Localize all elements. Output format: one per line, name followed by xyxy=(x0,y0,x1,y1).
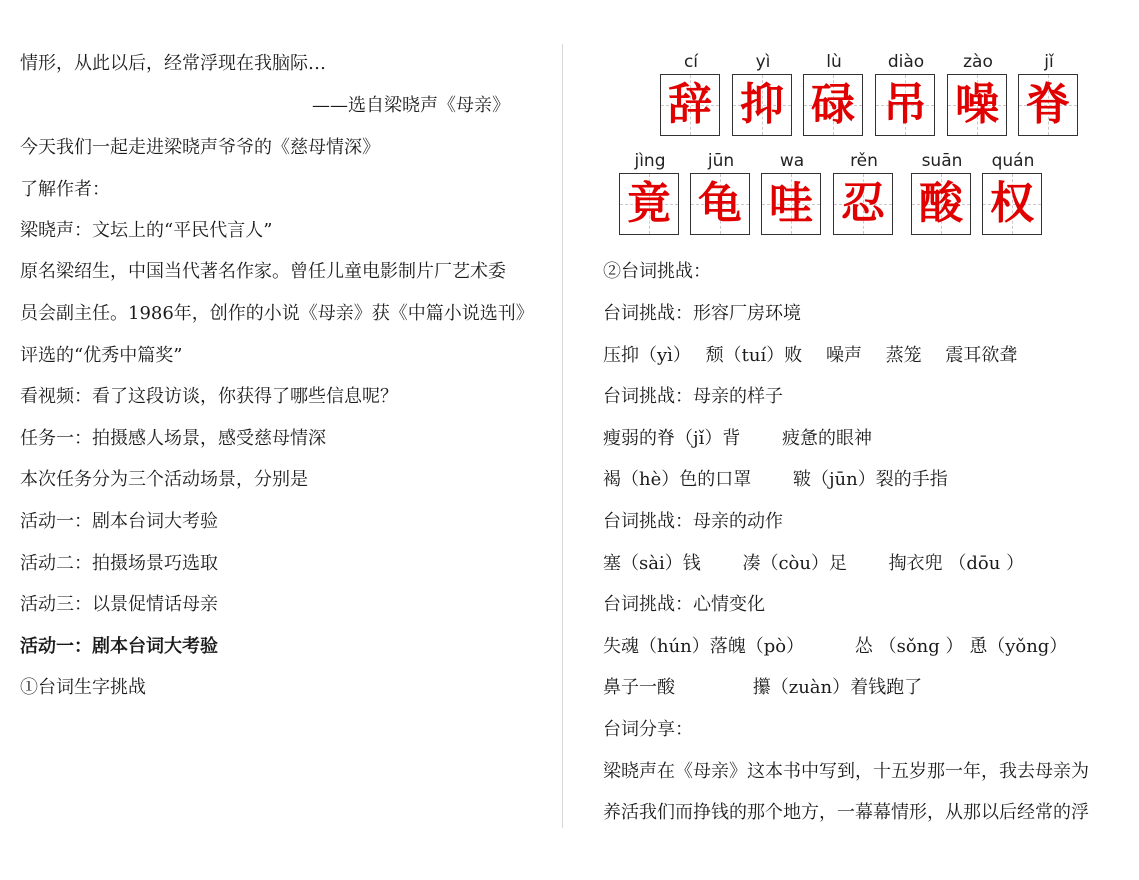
tian-grid-box xyxy=(619,173,679,235)
pinyin-label: jìng xyxy=(634,151,666,171)
pinyin-label: diào xyxy=(887,52,925,72)
pinyin-label: lù xyxy=(826,52,842,72)
tian-grid-box xyxy=(660,74,720,136)
text-line: 瘦弱的脊（jǐ）背 疲惫的眼神 xyxy=(603,428,873,449)
pinyin-label: quán xyxy=(991,151,1035,171)
tian-grid-box xyxy=(982,173,1042,235)
pinyin-label: yì xyxy=(755,52,771,72)
hanzi-character: 权 xyxy=(990,178,1034,229)
hanzi-character: 脊 xyxy=(1026,79,1070,130)
tian-grid-box xyxy=(732,74,792,136)
tian-grid-box xyxy=(803,74,863,136)
column-divider xyxy=(562,44,563,828)
text-line: ——选自梁晓声《母亲》 xyxy=(312,95,510,116)
text-line: 任务一：拍摄感人场景，感受慈母情深 xyxy=(20,428,326,449)
tian-grid-box xyxy=(761,173,821,235)
pinyin-label: zào xyxy=(963,52,993,72)
hanzi-character: 抑 xyxy=(740,79,784,130)
text-line: 看视频：看了这段访谈，你获得了哪些信息呢？ xyxy=(20,386,398,407)
text-line: 梁晓声在《母亲》这本书中写到，十五岁那一年，我去母亲为 xyxy=(603,761,1089,782)
text-line: ②台词挑战： xyxy=(603,261,711,282)
text-line: 本次任务分为三个活动场景，分别是 xyxy=(20,469,308,490)
text-line: 台词挑战：形容厂房环境 xyxy=(603,303,801,324)
pinyin-label: jǐ xyxy=(1044,52,1054,72)
text-line: 台词挑战：母亲的动作 xyxy=(603,511,783,532)
text-line: 台词分享： xyxy=(603,719,693,740)
text-line: 评选的“优秀中篇奖” xyxy=(20,345,183,366)
text-line: 员会副主任。1986年，创作的小说《母亲》获《中篇小说选刊》 xyxy=(20,303,534,324)
hanzi-character: 噪 xyxy=(955,79,999,130)
pinyin-label: rěn xyxy=(850,151,878,171)
pinyin-label: suān xyxy=(921,151,963,171)
hanzi-character: 忍 xyxy=(841,178,885,229)
tian-grid-box xyxy=(875,74,935,136)
text-line: 活动一：剧本台词大考验 xyxy=(20,636,218,657)
text-line: ①台词生字挑战 xyxy=(20,677,146,698)
pinyin-label: wa xyxy=(779,151,805,171)
text-line: 台词挑战：母亲的样子 xyxy=(603,386,783,407)
tian-grid-box xyxy=(833,173,893,235)
hanzi-character: 吊 xyxy=(883,79,927,130)
tian-grid-box xyxy=(947,74,1007,136)
text-line: 台词挑战：心情变化 xyxy=(603,594,765,615)
tian-grid-box xyxy=(1018,74,1078,136)
text-line: 鼻子一酸 攥（zuàn）着钱跑了 xyxy=(603,677,923,698)
text-line: 褐（hè）色的口罩 皲（jūn）裂的手指 xyxy=(603,469,948,490)
hanzi-character: 辞 xyxy=(668,79,712,130)
text-line: 活动二：拍摄场景巧选取 xyxy=(20,553,218,574)
pinyin-label: cí xyxy=(683,52,699,72)
tian-grid-box xyxy=(690,173,750,235)
text-line: 塞（sài）钱 凑（còu）足 掏衣兜 （dōu ） xyxy=(603,553,1025,574)
text-line: 养活我们而挣钱的那个地方，一幕幕情形，从那以后经常的浮 xyxy=(603,802,1089,823)
hanzi-character: 酸 xyxy=(919,178,963,229)
text-line: 梁晓声：文坛上的“平民代言人” xyxy=(20,220,273,241)
text-line: 失魂（hún）落魄（pò） 怂 （sǒng ） 恿（yǒng） xyxy=(603,636,1068,657)
text-line: 活动一：剧本台词大考验 xyxy=(20,511,218,532)
hanzi-character: 龟 xyxy=(698,178,742,229)
text-line: 情形，从此以后，经常浮现在我脑际… xyxy=(20,53,326,74)
text-line: 原名梁绍生，中国当代著名作家。曾任儿童电影制片厂艺术委 xyxy=(20,261,506,282)
text-line: 了解作者： xyxy=(20,179,110,200)
hanzi-character: 哇 xyxy=(769,178,813,229)
hanzi-character: 竟 xyxy=(627,178,671,229)
pinyin-label: jūn xyxy=(707,151,735,171)
text-line: 今天我们一起走进梁晓声爷爷的《慈母情深》 xyxy=(20,137,380,158)
hanzi-character: 碌 xyxy=(811,79,855,130)
tian-grid-box xyxy=(911,173,971,235)
text-line: 活动三：以景促情话母亲 xyxy=(20,594,218,615)
text-line: 压抑（yì） 颓（tuí）败 噪声 蒸笼 震耳欲聋 xyxy=(603,345,1018,366)
